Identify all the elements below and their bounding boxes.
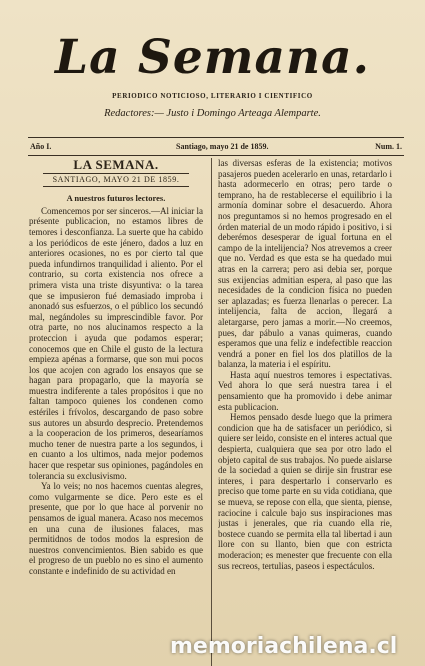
column-divider (211, 158, 212, 666)
section-title: LA SEMANA. (73, 158, 159, 172)
issue-number: Num. 1. (375, 142, 402, 151)
masthead-subtitle: PERIODICO NOTICIOSO, LITERARIO I CIENTIFICO (112, 92, 313, 100)
editors-line: Redactores:— Justo i Domingo Arteaga Alemparte. (104, 108, 321, 119)
section-date: SANTIAGO, MAYO 21 DE 1859. (43, 173, 189, 188)
issue-year: Año I. (30, 142, 52, 151)
article-paragraph: Ya lo veis; no nos hacemos cuentas alegres, como vulgarmente se dice. Pero este es el presente, que por lo que hace al porvenir no pensamos de igual manera. Acaso nos mecemos en una cuna de ilusiones falaces, mas permitidnos de todos modos la espresion de nuestros convencimientos. Bien sabido es que el progreso de un pueblo no es sino el aumento constante e indefinido de su actividad en (29, 481, 203, 576)
issue-date: Santiago, mayo 21 de 1859. (176, 142, 269, 151)
article-paragraph: las diversas esferas de la existencia; motivos pasajeros pueden acelerarlo en unas, retardarlo i hasta adormecerlo en otras; pero tarde o temprano, ha de restablecerse el equilibrio i la armonía dominar sobre el desacuerdo. Ahora nos preguntamos si no hemos progresado en el órden material de un modo rápido i positivo, i si deberémos desesperar de igual fortuna en el campo de la intelijencia? Nos atrevemos a creer que no. Verdad es que esta se ha quedado mui atras en la carrera; pero asi debia ser, porque sus exijencias admitian espera, al paso que las necesidades de la condicion física no pueden ser aplazadas; es fuerza llenarlas o perecer. La intelijencia, falta de accion, llegará a aletargarse, pero jamas a morir.—No creemos, pues, dar pábulo a vanas quimeras, cuando esperamos que una feliz e indefectible reaccion vendrá a poner en fiel los dos platillos de la balanza, la materia i el espíritu. (218, 158, 392, 370)
issue-bottom-rule (28, 155, 404, 156)
right-column (218, 158, 392, 666)
left-column (29, 158, 203, 666)
article-paragraph: Comencemos por ser sinceros.—Al iniciar la présente publicacion, no estamos libres de temores i desconfianza. La suerte que ha cabido a los periódicos de este jénero, dados a luz en anteriores ocasiones, no es por cierto tal que pueda infundirnos tranquilidad i aliento. Por el contrario, su corta existencia nos ofrece a primera vista una triste disyuntiva: o la tarea que se impusieron fué demasiado improba i anonadó sus esfuerzos, o el público los secundó mal, negándoles su imprescindible favor. Por otra parte, no nos alucinamos respecto a la proteccion i ayuda que podamos esperar; conocemos que en Chile el gusto de la lectura empieza apénas a formarse, que son mui pocos los que acojen con agrado los ensayos que se hagan para propagarlo, que la mayoría se muestra indiferente a tales propósitos i que no faltan tampoco quienes los condenen como estériles i frívolos, descargando de paso sobre sus autores un absurdo desprecio. Pretendemos a la cooperacion de los primeros, desearíamos mucho tener de nuestra parte a los segundos, i en cuanto a los ultimos, nada mejor podemos hacer que respetar sus opiniones, pagándoles en tolerancia su exclusivismo. (29, 205, 203, 481)
masthead-title: La Semana. (55, 30, 370, 85)
issue-line (30, 142, 402, 154)
watermark-text: memoriachilena.cl (170, 634, 398, 659)
article-title: A nuestros futuros lectores. (66, 193, 166, 204)
top-rule (28, 137, 404, 138)
article-paragraph: Hemos pensado desde luego que la primera condicion que ha de satisfacer un periódico, si quiere ser leido, consiste en el interes actual que despierta, cualquiera que sea por otro lado el objeto capital de sus trabajos. No puede aislarse de la sociedad a quien se dirije sin frustrar ese interes, i para despertarlo i conservarlo es preciso que tome parte en su vida cotidiana, que se mueva, se repose con ella, que sienta, piense, raciocine i calcule bajo sus inspiraciones mas justas i jenerales, que ria cuando ella rie, bostece cuando se permita ella tal libertad i aun llore con su llanto, bien que con estricta moderacion; es menester que frecuente con ella sus recreos, tertulias, paseos i espectáculos. (218, 412, 392, 571)
article-paragraph: Hasta aquí nuestros temores i espectativas. Ved ahora lo que será nuestra tarea i el pensamiento que ha promovido i debe animar esta publicacion. (218, 369, 392, 412)
